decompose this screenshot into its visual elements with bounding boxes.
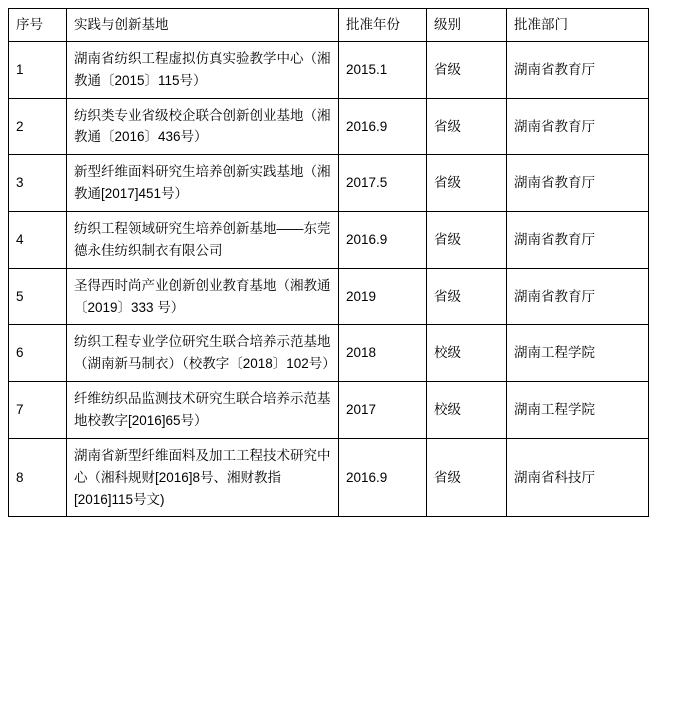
cell-name: 纺织工程领域研究生培养创新基地——东莞德永佳纺织制衣有限公司 xyxy=(67,212,339,269)
practice-innovation-base-table xyxy=(8,8,649,517)
cell-name: 纺织工程专业学位研究生联合培养示范基地（湖南新马制衣）（校教字〔2018〕102号） xyxy=(67,325,339,382)
cell-year: 2018 xyxy=(339,325,427,382)
column-header-level: 级别 xyxy=(427,9,507,42)
cell-dept: 湖南省科技厅 xyxy=(507,438,649,517)
table-row xyxy=(9,212,649,269)
cell-seq: 2 xyxy=(9,98,67,155)
cell-name: 新型纤维面料研究生培养创新实践基地（湘教通[2017]451号） xyxy=(67,155,339,212)
table-row xyxy=(9,155,649,212)
column-header-year: 批准年份 xyxy=(339,9,427,42)
cell-year: 2016.9 xyxy=(339,212,427,269)
cell-seq: 3 xyxy=(9,155,67,212)
cell-seq: 6 xyxy=(9,325,67,382)
table-row xyxy=(9,438,649,517)
table-row xyxy=(9,382,649,439)
cell-seq: 8 xyxy=(9,438,67,517)
cell-dept: 湖南省教育厅 xyxy=(507,41,649,98)
cell-level: 省级 xyxy=(427,438,507,517)
cell-seq: 5 xyxy=(9,268,67,325)
column-header-name: 实践与创新基地 xyxy=(67,9,339,42)
cell-name: 纺织类专业省级校企联合创新创业基地（湘教通〔2016〕436号） xyxy=(67,98,339,155)
cell-name: 圣得西时尚产业创新创业教育基地（湘教通〔2019〕333 号） xyxy=(67,268,339,325)
cell-level: 省级 xyxy=(427,41,507,98)
cell-year: 2016.9 xyxy=(339,98,427,155)
cell-level: 省级 xyxy=(427,98,507,155)
cell-seq: 4 xyxy=(9,212,67,269)
table-header-row xyxy=(9,9,649,42)
cell-year: 2017.5 xyxy=(339,155,427,212)
cell-level: 省级 xyxy=(427,212,507,269)
cell-level: 校级 xyxy=(427,325,507,382)
cell-year: 2015.1 xyxy=(339,41,427,98)
cell-name: 湖南省纺织工程虚拟仿真实验教学中心（湘教通〔2015〕115号） xyxy=(67,41,339,98)
cell-level: 省级 xyxy=(427,268,507,325)
cell-level: 省级 xyxy=(427,155,507,212)
table-row xyxy=(9,325,649,382)
cell-name: 湖南省新型纤维面料及加工工程技术研究中心（湘科规财[2016]8号、湘财教指[2016]115号文) xyxy=(67,438,339,517)
cell-seq: 1 xyxy=(9,41,67,98)
cell-dept: 湖南省教育厅 xyxy=(507,98,649,155)
cell-seq: 7 xyxy=(9,382,67,439)
column-header-seq: 序号 xyxy=(9,9,67,42)
table-row xyxy=(9,268,649,325)
cell-dept: 湖南工程学院 xyxy=(507,325,649,382)
table-row xyxy=(9,98,649,155)
cell-dept: 湖南省教育厅 xyxy=(507,268,649,325)
cell-name: 纤维纺织品监测技术研究生联合培养示范基地校教字[2016]65号） xyxy=(67,382,339,439)
table-row xyxy=(9,41,649,98)
document-page xyxy=(0,8,687,709)
cell-year: 2016.9 xyxy=(339,438,427,517)
cell-level: 校级 xyxy=(427,382,507,439)
cell-year: 2017 xyxy=(339,382,427,439)
cell-dept: 湖南工程学院 xyxy=(507,382,649,439)
cell-dept: 湖南省教育厅 xyxy=(507,155,649,212)
cell-year: 2019 xyxy=(339,268,427,325)
cell-dept: 湖南省教育厅 xyxy=(507,212,649,269)
column-header-dept: 批准部门 xyxy=(507,9,649,42)
